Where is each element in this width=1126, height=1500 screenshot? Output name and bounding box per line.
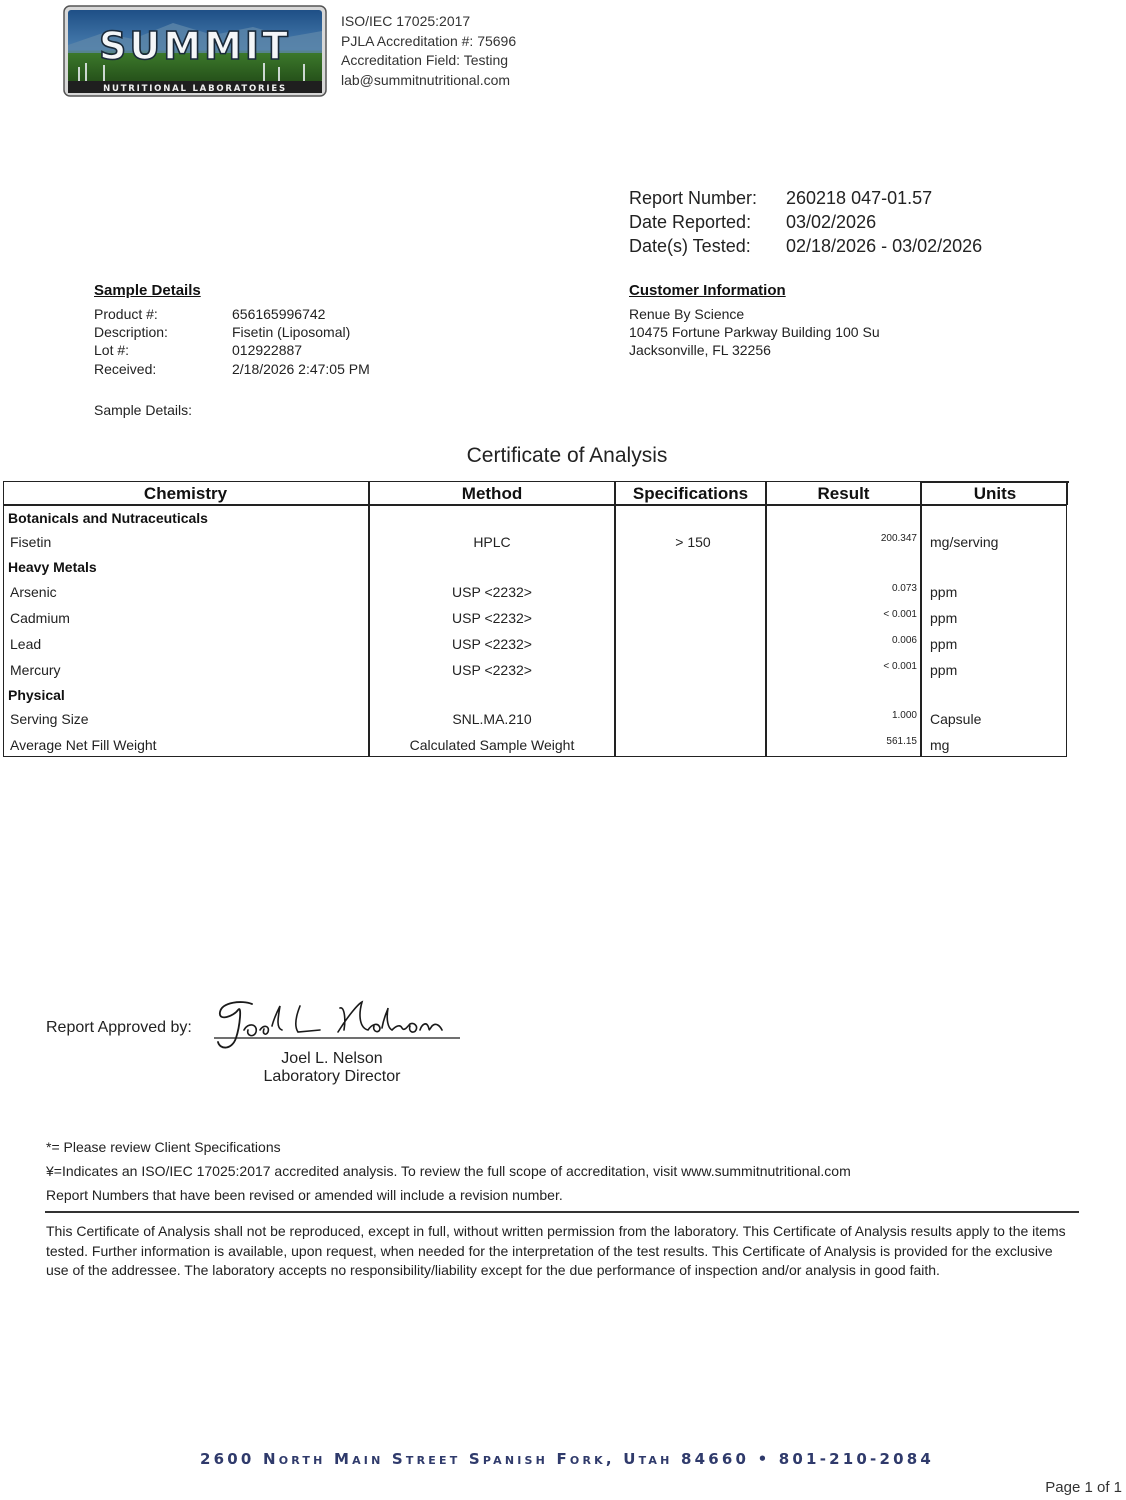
approved-by-label: Report Approved by:	[46, 1019, 192, 1036]
page-number: Page 1 of 1	[1045, 1479, 1122, 1496]
method-cell: USP <2232>	[452, 584, 532, 600]
report-info	[629, 186, 982, 258]
logo-wordmark: SUMMIT	[99, 24, 291, 68]
customer-info	[629, 305, 880, 360]
result-cell: < 0.001	[883, 661, 917, 672]
units-cell: ppm	[930, 610, 958, 626]
result-cell: 200.347	[880, 533, 917, 544]
sample-details	[94, 305, 370, 378]
analyte-name: Average Net Fill Weight	[10, 737, 157, 753]
category-botanicals: Botanicals and Nutraceuticals	[8, 510, 208, 526]
analyte-name: Lead	[10, 636, 42, 652]
column-divider	[614, 481, 616, 757]
category-heavy-metals: Heavy Metals	[8, 559, 97, 575]
method-cell: SNL.MA.210	[452, 711, 532, 727]
accreditation-block	[341, 12, 516, 90]
result-cell: 1.000	[891, 710, 917, 721]
note-accreditation: ¥=Indicates an ISO/IEC 17025:2017 accredited analysis. To review the full scope of accreditation, visit www.summitnutritional.com	[46, 1163, 851, 1179]
result-cell: 0.006	[891, 635, 917, 646]
spec-cell: > 150	[675, 534, 711, 550]
method-cell: USP <2232>	[452, 610, 532, 626]
customer-address-line2: Jacksonville, FL 32256	[629, 342, 771, 359]
lab-email[interactable]: lab@summitnutritional.com	[341, 71, 511, 88]
lot-number: 012922887	[232, 342, 303, 359]
summit-logo	[63, 5, 327, 97]
certificate-title: Certificate of Analysis	[466, 444, 668, 467]
signature-image	[212, 996, 462, 1054]
units-cell: ppm	[930, 636, 958, 652]
method-cell: USP <2232>	[452, 636, 532, 652]
result-cell: 0.073	[891, 583, 917, 594]
description-label: Description:	[94, 324, 168, 341]
note-revision: Report Numbers that have been revised or amended will include a revision number.	[46, 1187, 563, 1203]
header-divider	[3, 504, 1067, 506]
customer-name: Renue By Science	[629, 306, 745, 322]
lot-label: Lot #:	[94, 342, 130, 359]
units-cell: ppm	[930, 584, 958, 600]
method-cell: Calculated Sample Weight	[409, 737, 575, 753]
divider	[45, 1211, 1079, 1213]
method-cell: HPLC	[473, 534, 511, 550]
footer-address: 2600 North Main Street Spanish Fork, Utah 84660 • 801-210-2084	[199, 1450, 934, 1468]
received-label: Received:	[94, 360, 157, 377]
analyte-name: Mercury	[10, 662, 61, 678]
sample-details-title: Sample Details	[94, 282, 201, 299]
sample-details-label: Sample Details:	[94, 402, 193, 418]
header-result: Result	[817, 484, 870, 503]
customer-address-line1: 10475 Fortune Parkway Building 100 Su	[629, 324, 880, 341]
logo-tagline: NUTRITIONAL LABORATORIES	[103, 84, 287, 94]
units-cell: Capsule	[930, 711, 982, 727]
header-specifications: Specifications	[632, 484, 749, 503]
accreditation-line: PJLA Accreditation #: 75696	[341, 32, 517, 49]
units-cell: ppm	[930, 662, 958, 678]
note-client-specs: *= Please review Client Specifications	[46, 1139, 281, 1155]
dates-tested: 02/18/2026 - 03/02/2026	[786, 236, 983, 256]
analyte-name: Cadmium	[10, 610, 70, 626]
category-physical: Physical	[8, 687, 65, 703]
method-cell: USP <2232>	[452, 662, 532, 678]
approver-name: Joel L. Nelson	[281, 1050, 383, 1067]
result-cell: 561.15	[886, 736, 917, 747]
column-divider	[920, 481, 922, 757]
result-cell: < 0.001	[883, 609, 917, 620]
dates-tested-label: Date(s) Tested:	[629, 236, 751, 256]
date-reported-label: Date Reported:	[629, 212, 752, 232]
accreditation-line: ISO/IEC 17025:2017	[341, 13, 471, 29]
description: Fisetin (Liposomal)	[232, 324, 351, 341]
units-cell: mg	[930, 737, 950, 753]
report-number-label: Report Number:	[629, 188, 758, 208]
product-label: Product #:	[94, 306, 158, 322]
column-divider	[765, 481, 767, 757]
units-cell: mg/serving	[930, 534, 999, 550]
header-method: Method	[461, 484, 523, 503]
legal-disclaimer: This Certificate of Analysis shall not be reproduced, except in full, without written permission from the laboratory. This Certificate of Analysis results apply to the items tested. Further information is available, upon request, when needed for the interpretation of the test results. This Certificate of Analysis is provided for the exclusive use of the addressee. The laboratory accepts no responsibility/liability except for the due performance of inspection and/or analysis in good faith.	[46, 1223, 1066, 1278]
header-border	[920, 481, 1069, 483]
analyte-name: Serving Size	[10, 711, 89, 727]
analyte-name: Fisetin	[10, 534, 52, 550]
analyte-name: Arsenic	[10, 584, 57, 600]
header-chemistry: Chemistry	[143, 484, 228, 503]
report-number: 260218 047-01.57	[786, 188, 933, 208]
approver-title: Laboratory Director	[263, 1068, 401, 1085]
customer-info-title: Customer Information	[629, 282, 786, 299]
accreditation-line: Accreditation Field: Testing	[341, 52, 509, 68]
date-reported: 03/02/2026	[786, 212, 877, 232]
product-number: 656165996742	[232, 306, 326, 322]
header-units: Units	[973, 484, 1017, 503]
received-date: 2/18/2026 2:47:05 PM	[232, 360, 370, 377]
